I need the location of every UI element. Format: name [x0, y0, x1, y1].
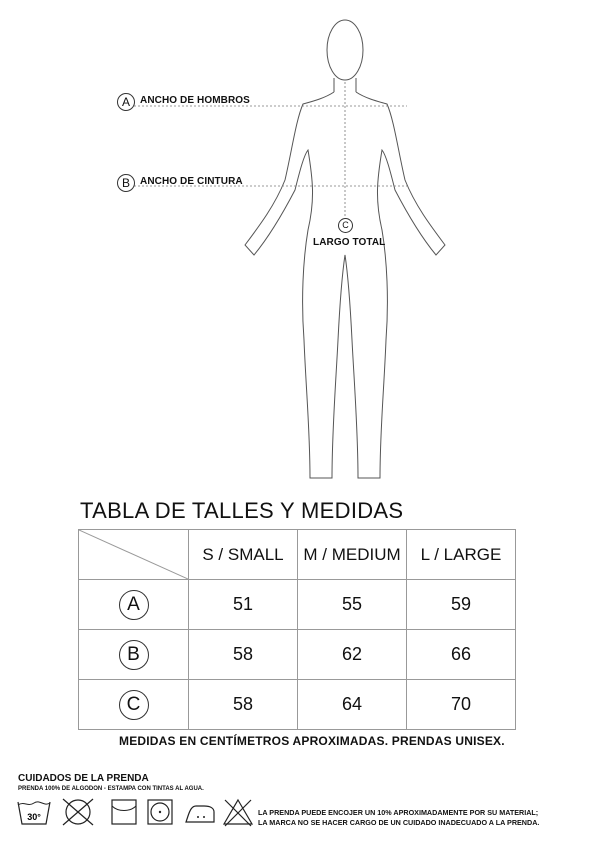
- table-row: [79, 680, 516, 730]
- row-label-cell: [79, 580, 189, 630]
- row-b-marker: B: [119, 640, 149, 670]
- table-cell: 66: [407, 630, 516, 680]
- row-a-marker: A: [119, 590, 149, 620]
- measure-c-marker: C: [338, 218, 353, 233]
- tumble-dry-icon: [106, 796, 142, 828]
- table-cell: 62: [298, 630, 407, 680]
- measure-b-label: ANCHO DE CINTURA: [140, 176, 243, 187]
- no-chlorine-icon: [220, 796, 256, 828]
- table-title: TABLA DE TALLES Y MEDIDAS: [80, 498, 404, 523]
- care-icons-row: [16, 796, 256, 828]
- column-header-large: L / LARGE: [407, 530, 516, 580]
- wash-temp-label: 30°: [27, 812, 41, 822]
- iron-low-icon: [182, 796, 218, 828]
- row-label-cell: [79, 630, 189, 680]
- table-corner-cell: [79, 530, 189, 580]
- table-cell: 70: [407, 680, 516, 730]
- no-bleach-icon: [60, 796, 96, 828]
- table-cell: 64: [298, 680, 407, 730]
- table-cell: 58: [189, 680, 298, 730]
- care-note-line1: LA PRENDA PUEDE ENCOJER UN 10% APROXIMADAMENTE POR SU MATERIAL;: [258, 808, 539, 817]
- care-subtitle: PRENDA 100% DE ALGODON - ESTAMPA CON TINTAS AL AGUA.: [18, 786, 204, 792]
- size-table: [78, 529, 516, 730]
- measure-b-marker: B: [117, 174, 135, 192]
- table-cell: 58: [189, 630, 298, 680]
- table-cell: 51: [189, 580, 298, 630]
- column-header-small: S / SMALL: [189, 530, 298, 580]
- column-header-medium: M / MEDIUM: [298, 530, 407, 580]
- measure-a-label: ANCHO DE HOMBROS: [140, 95, 250, 106]
- wash-30-icon: [16, 796, 52, 828]
- table-row: [79, 630, 516, 680]
- care-title: CUIDADOS DE LA PRENDA: [18, 773, 149, 784]
- table-footnote: MEDIDAS EN CENTÍMETROS APROXIMADAS. PRENDAS UNISEX.: [119, 734, 505, 748]
- diagonal-divider: [79, 530, 188, 579]
- measure-a-marker: A: [117, 93, 135, 111]
- row-c-marker: C: [119, 690, 149, 720]
- table-cell: 55: [298, 580, 407, 630]
- row-label-cell: [79, 680, 189, 730]
- measure-c-label: LARGO TOTAL: [313, 237, 386, 248]
- table-row: [79, 580, 516, 630]
- care-note-line2: LA MARCA NO SE HACER CARGO DE UN CUIDADO INADECUADO A LA PRENDA.: [258, 818, 540, 827]
- table-header-row: [79, 530, 516, 580]
- care-note: [258, 808, 539, 828]
- dry-clean-icon: [142, 796, 178, 828]
- table-cell: 59: [407, 580, 516, 630]
